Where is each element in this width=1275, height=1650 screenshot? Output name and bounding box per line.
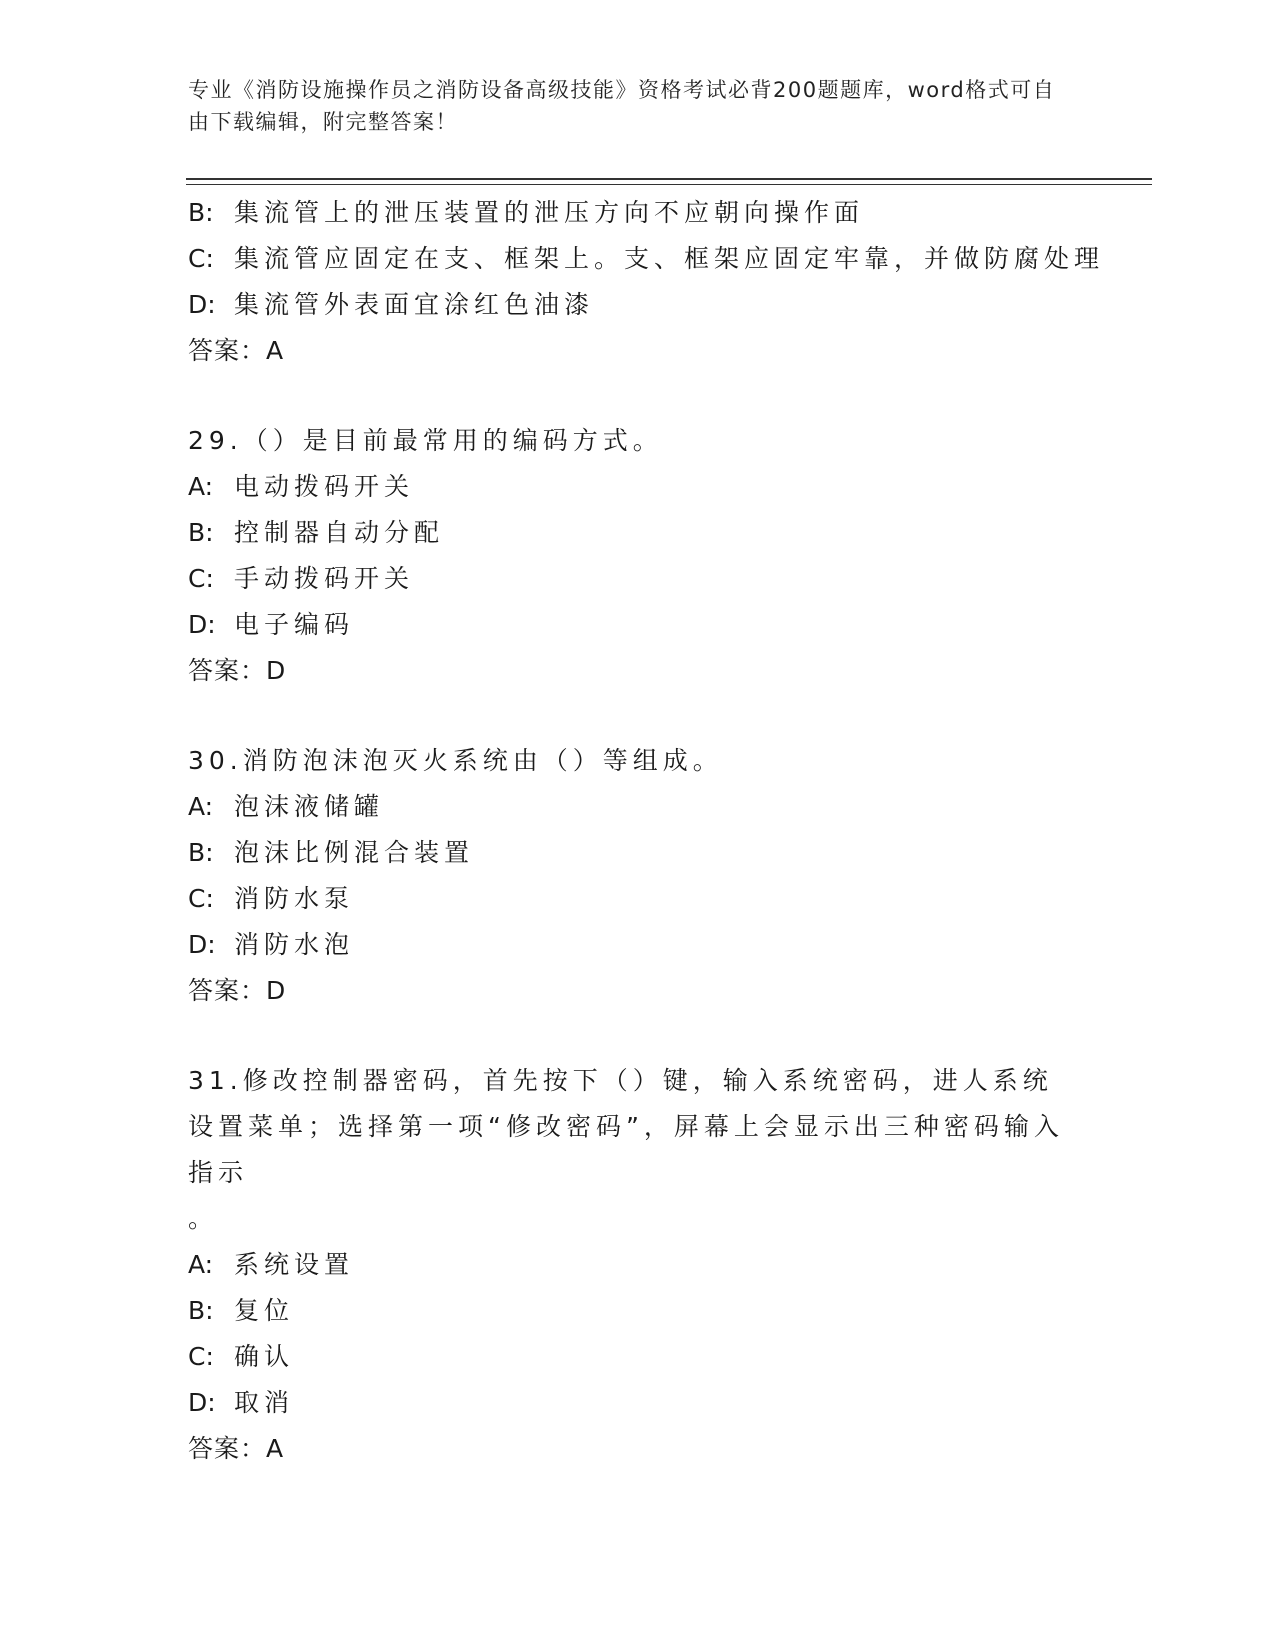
option-text: 泡沫比例混合装置	[234, 838, 475, 867]
option-a	[188, 1242, 1088, 1288]
option-text: 消防水泡	[234, 930, 355, 959]
option-text: 取消	[234, 1388, 295, 1417]
question-content	[188, 190, 1105, 1472]
option-b	[188, 190, 1088, 236]
option-a	[188, 464, 1088, 510]
option-text: 泡沫液储罐	[234, 792, 385, 821]
option-c	[188, 236, 1105, 282]
option-letter: C:	[188, 1342, 214, 1371]
answer-line: 答案：D	[188, 976, 287, 1005]
answer-line: 答案：A	[188, 336, 285, 365]
option-b	[188, 1288, 1088, 1334]
header-rule-thin	[186, 184, 1152, 185]
question-stem: 29.（）是目前最常用的编码方式。	[188, 426, 663, 455]
option-d	[188, 282, 1088, 328]
option-letter: D:	[188, 290, 216, 319]
answer-line: 答案：A	[188, 1434, 285, 1463]
document-header: 专业《消防设施操作员之消防设备高级技能》资格考试必背200题题库，word格式可自由下载编辑，附完整答案！	[188, 78, 1056, 134]
option-letter: B:	[188, 518, 214, 547]
option-text: 确认	[234, 1342, 295, 1371]
header-rule-thick	[186, 178, 1152, 180]
answer-line: 答案：D	[188, 656, 287, 685]
option-c	[188, 876, 1088, 922]
option-text: 集流管应固定在支、框架上。支、框架应固定牢靠，并做防腐处理	[234, 244, 1105, 273]
option-text: 集流管外表面宜涂红色油漆	[234, 290, 595, 319]
option-letter: C:	[188, 244, 214, 273]
option-letter: B:	[188, 1296, 214, 1325]
option-letter: A:	[188, 792, 214, 821]
option-b	[188, 510, 1088, 556]
option-letter: D:	[188, 930, 216, 959]
question-stem: 30.消防泡沫泡灭火系统由（）等组成。	[188, 746, 723, 775]
option-d	[188, 922, 1088, 968]
option-letter: C:	[188, 884, 214, 913]
option-text: 控制器自动分配	[234, 518, 445, 547]
option-letter: C:	[188, 564, 214, 593]
option-b	[188, 830, 1088, 876]
option-text: 消防水泵	[234, 884, 355, 913]
option-text: 电动拨码开关	[234, 472, 415, 501]
option-c	[188, 1334, 1088, 1380]
option-letter: D:	[188, 1388, 216, 1417]
option-text: 手动拨码开关	[234, 564, 415, 593]
question-stem: 31.修改控制器密码，首先按下（）键，输入系统密码，进人系统设置菜单；选择第一项“修改密码”，屏幕上会显示出三种密码输入指示	[188, 1066, 1064, 1187]
option-text: 集流管上的泄压装置的泄压方向不应朝向操作面	[234, 198, 865, 227]
option-text: 复位	[234, 1296, 295, 1325]
option-text: 系统设置	[234, 1250, 355, 1279]
option-letter: A:	[188, 1250, 214, 1279]
option-d	[188, 1380, 1088, 1426]
option-letter: B:	[188, 838, 214, 867]
option-letter: D:	[188, 610, 216, 639]
option-d	[188, 602, 1088, 648]
option-c	[188, 556, 1088, 602]
option-letter: B:	[188, 198, 214, 227]
option-letter: A:	[188, 472, 214, 501]
question-stem-tail: 。	[188, 1204, 219, 1233]
option-text: 电子编码	[234, 610, 355, 639]
option-a	[188, 784, 1088, 830]
